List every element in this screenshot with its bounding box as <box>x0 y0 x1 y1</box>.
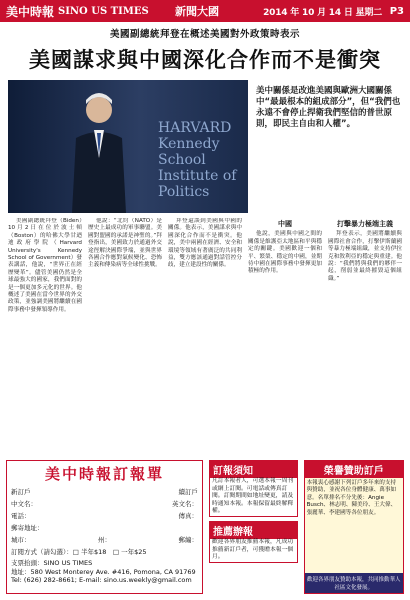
recommend-title: 推薦辦報 <box>210 522 297 539</box>
article-body <box>8 218 402 456</box>
article-column-4: 中國 他說，美國與中國之間的關係是維護亞太地區和平與穩定的關鍵。美國歡迎一個和平、繁榮、穩定的中國，並期待中國在國際事務中發揮更加積極的作用。 <box>248 220 322 275</box>
subscription-info: 支票抬頭：SINO US TIMES 地址：580 West Monterey Ave. #416, Pomona, CA 91769 Tel: (626) 282-8661; E-mail: sino.us.weekly@gmail.com <box>11 559 196 584</box>
article-column-1: 美國副總統拜登（Biden）10月2日在位於波士頓（Boston）的哈佛大學甘迺迪政府學院（Harvard University's Kennedy School of Government）發表講話，他說，“世界正在經歷變革”。儘管美國仍然是全球最強大的國家，我們面對的是一個更加多元化的世界。他概述了美國在當今世界的外交政策，並強調美國將繼續在國際事務中發揮領導作用。 <box>8 218 82 313</box>
order-notice-body: 凡訂本報者人，可選本報一周刊或網上訂閱。可電話或傳真訂閱。訂閱期間如地址變更，請及時通知本報。本報保留最終解釋權。 <box>212 478 294 515</box>
article-column-2: 他說：“北約（NATO）是歷史上最成功的軍事聯盟。美國對盟國的承諾是神聖的。”拜登指出，美國致力於通過外交途徑解決國際爭端，並與世界各國合作應對氣候變化、恐怖主義和傳染病等全球性挑戰。 <box>88 218 162 269</box>
section-title: 新聞大國 <box>175 5 219 18</box>
honor-footer: 歡迎各界朋友贊助本報，共同推動華人社區文化發展。 <box>305 573 403 593</box>
article-column-5: 打擊暴力極端主義 拜登表示，美國將繼續與國際社會合作，打擊伊斯蘭國等暴力極端組織，並支持伊拉克和敘利亞的穩定與重建。他說：“我們將與我們的夥伴一起，削弱並最終摧毀這個組織。” <box>328 220 402 282</box>
subscription-title: 美中時報訂報單 <box>44 465 164 483</box>
section-heading-extremism: 打擊暴力極端主義 <box>337 220 393 228</box>
masthead <box>0 0 410 22</box>
article-headline: 美國謀求與中國深化合作而不是衝突 <box>29 48 381 72</box>
ad-section <box>6 460 404 594</box>
section-heading-china: 中國 <box>278 220 292 228</box>
honor-body: 本報衷心感謝下列訂戶多年來的支持與贊助，並祝各位身體健康、萬事如意。名單排名不分先後：Angie Busch、林志明、陳美玲、王大偉、張麗華、李建國等各位朋友。 <box>306 480 397 516</box>
article-subhead: 美國副總統拜登在概述美國對外政策時表示 <box>109 29 300 40</box>
order-notice <box>209 460 298 594</box>
masthead-logo: 美中時報 <box>6 4 55 19</box>
speaker-figure <box>64 88 134 213</box>
order-notice-title: 訂報須知 <box>210 461 297 478</box>
recommend-body: 歡迎各界朋友推薦本報，凡成功推薦新訂戶者，可獲贈本報一個月。 <box>212 538 294 561</box>
subscription-form: 美中時報訂報單 新訂戶 續訂戶 中文名： 英文名： 電話： 傳真： 郵寄地址： 城市： 州： 郵編： 訂閱方式（請勾選）：□ 半年$18 □ 一年$25 支票抬頭：SINO US TIMES 地址：580 West Monterey Ave. #416, Pomona, CA 91769 Tel: (626) 282-8661; E-mail: sino.us.weekly@gmail.com <box>6 460 203 594</box>
photo-backdrop-text: HARVARD Kennedy School Institute of Politics <box>158 120 237 200</box>
article-column-3: 拜登還談到美國與中國的關係。他表示，美國謀求與中國深化合作而不是衝突。他說，美中兩國在經濟、安全和環境等領域有著廣泛的共同利益，雙方應該通過對話管控分歧，建立建設性的關係。 <box>168 218 242 269</box>
photo-caption: 美中關係是改進美國與歐洲大國關係中“最最根本的組成部分”，但“我們也永遠不會停止捍衛我們堅信的普世原則，即民主自由和人權”。 <box>256 86 401 129</box>
subscription-period: 訂閱方式（請勾選）：□ 半年$18 □ 一年$25 <box>11 548 147 556</box>
issue-date: 2014 年 10 月 14 日 星期二 <box>263 7 382 18</box>
honor-title: 榮譽贊助訂戶 <box>305 461 403 478</box>
page-number: P3 <box>389 5 404 17</box>
masthead-sino: SINO US TIMES <box>58 5 149 17</box>
honor-sponsors <box>304 460 404 594</box>
article-photo <box>8 80 248 213</box>
